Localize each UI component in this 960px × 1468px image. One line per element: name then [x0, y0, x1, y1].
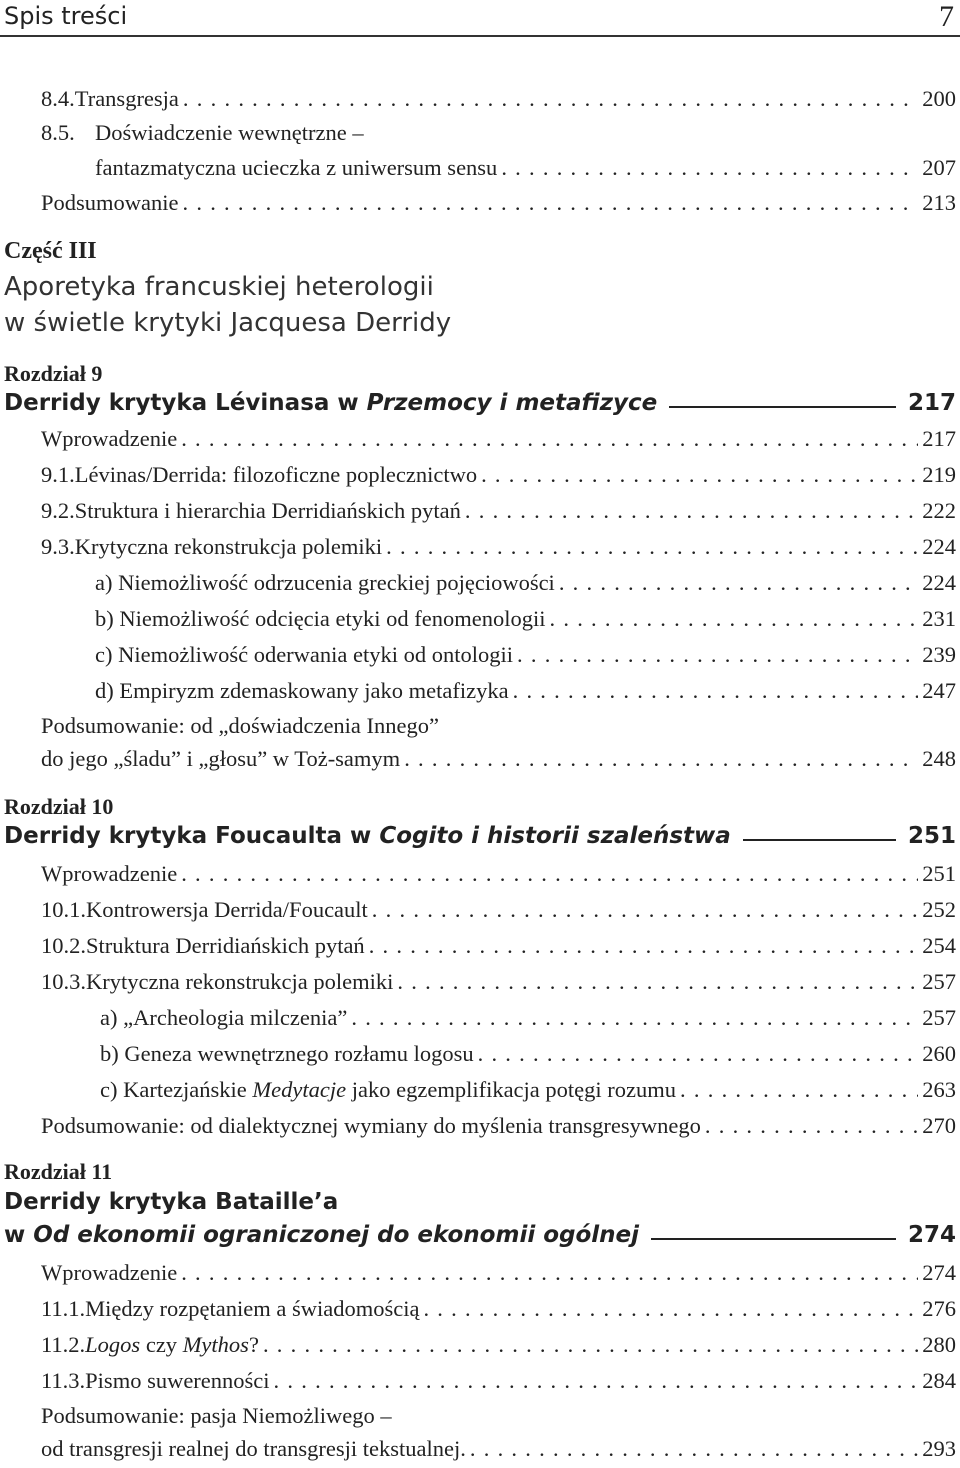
- toc-entry-8-5[interactable]: [95, 155, 956, 181]
- dot-leader: [382, 534, 918, 560]
- toc-entry-8-5-line1[interactable]: [41, 120, 364, 146]
- dot-leader: [270, 1368, 919, 1394]
- dot-leader: [509, 678, 919, 704]
- toc-entry-page: 248: [922, 746, 956, 771]
- dot-leader: [393, 969, 918, 995]
- toc-entry-label: c) Niemożliwość oderwania etyki od ontologii: [95, 642, 514, 667]
- toc-entry-label: Lévinas/Derrida: filozoficzne poplecznictwo: [74, 462, 478, 487]
- toc-entry-summary-10[interactable]: [41, 1113, 956, 1139]
- dot-leader: [179, 86, 918, 112]
- dot-leader: [701, 1113, 918, 1139]
- chapter-title-italic: Przemocy i metafizyce: [366, 390, 658, 416]
- toc-entry-page: 257: [922, 969, 956, 994]
- toc-entry-summary-9[interactable]: [41, 746, 956, 772]
- toc-entry-9-2[interactable]: [41, 498, 956, 524]
- toc-entry-intro-11[interactable]: [41, 1260, 956, 1286]
- chapter-title-text: [4, 823, 731, 849]
- toc-entry-9-3-a[interactable]: [95, 570, 956, 596]
- toc-entry-10-3-c[interactable]: [100, 1077, 956, 1103]
- toc-entry-page: 239: [922, 642, 956, 667]
- dot-leader: [177, 861, 918, 887]
- label-mid: czy: [140, 1332, 183, 1357]
- toc-entry-number: 9.3.: [41, 534, 75, 559]
- dot-leader: [259, 1332, 918, 1358]
- toc-entry-intro-10[interactable]: [41, 861, 956, 887]
- toc-entry-number: 10.1.: [41, 897, 86, 922]
- part-title-line2: w świetle krytyki Jacquesa Derridy: [4, 308, 452, 338]
- label-post: jako egzemplifikacja potęgi rozumu: [346, 1077, 677, 1102]
- toc-entry-label: Wprowadzenie: [41, 426, 178, 451]
- chapter-title[interactable]: [4, 823, 956, 849]
- toc-entry-page: 252: [922, 897, 956, 922]
- toc-entry-label: Wprowadzenie: [41, 1260, 178, 1285]
- toc-entry-page: 219: [922, 462, 956, 487]
- chapter-title-text: [4, 1222, 639, 1248]
- toc-entry-label: Krytyczna rekonstrukcja polemiki: [74, 534, 383, 559]
- toc-entry-summary-8[interactable]: [41, 190, 956, 216]
- toc-entry-11-1[interactable]: [41, 1296, 956, 1322]
- chapter-title-pre: Derridy krytyka Lévinasa w: [4, 390, 367, 416]
- chapter-title-text: [4, 390, 657, 416]
- dot-leader: [365, 933, 919, 959]
- toc-entry-page: 257: [922, 1005, 956, 1030]
- toc-entry-page: 224: [922, 534, 956, 559]
- toc-entry-label: Podsumowanie: od dialektycznej wymiany do myślenia transgresywnego: [41, 1113, 701, 1138]
- dot-leader: [368, 897, 918, 923]
- chapter-title[interactable]: [4, 390, 956, 416]
- toc-entry-number: 10.3.: [41, 969, 86, 994]
- toc-entry-page: 270: [922, 1113, 956, 1138]
- toc-entry-10-3[interactable]: [41, 969, 956, 995]
- toc-entry-label: Krytyczna rekonstrukcja polemiki: [86, 969, 394, 994]
- dot-leader: [466, 1436, 918, 1462]
- toc-entry-8-4[interactable]: [41, 86, 956, 112]
- dot-leader: [555, 570, 918, 596]
- toc-entry-summary-9-line1[interactable]: Podsumowanie: od „doświadczenia Innego”: [41, 713, 440, 738]
- dot-leader: [177, 1260, 918, 1286]
- label-pre: c) Kartezjańskie: [100, 1077, 253, 1102]
- toc-entry-page: 280: [922, 1332, 956, 1357]
- label-italic: Medytacje: [252, 1077, 347, 1102]
- toc-entry-9-3-d[interactable]: [95, 678, 956, 704]
- label-italic: Logos: [85, 1332, 141, 1357]
- chapter-label: Rozdział 9: [4, 361, 103, 386]
- toc-entry-page: 224: [922, 570, 956, 595]
- header-rule: [0, 35, 960, 37]
- toc-entry-page: 247: [922, 678, 956, 703]
- title-rule: [669, 406, 896, 408]
- running-header: [0, 0, 960, 36]
- toc-entry-number: 11.3.: [41, 1368, 86, 1393]
- toc-entry-label: d) Empiryzm zdemaskowany jako metafizyka: [95, 678, 509, 703]
- toc-entry-number: 8.5.: [41, 120, 75, 145]
- title-rule: [651, 1238, 896, 1240]
- toc-entry-label: Podsumowanie: [41, 190, 179, 215]
- toc-entry-label: a) Niemożliwość odrzucenia greckiej pojęciowości: [95, 570, 555, 595]
- chapter-title[interactable]: [4, 1222, 956, 1248]
- toc-entry-10-2[interactable]: [41, 933, 956, 959]
- chapter-title-line1[interactable]: Derridy krytyka Bataille’a: [4, 1189, 339, 1215]
- toc-entry-label: b) Niemożliwość odcięcia etyki od fenomenologii: [95, 606, 546, 631]
- chapter-label: Rozdział 10: [4, 794, 114, 819]
- dot-leader: [676, 1077, 918, 1103]
- toc-entry-label: [100, 1077, 676, 1103]
- toc-entry-page: 263: [922, 1077, 956, 1102]
- toc-entry-number: 11.1.: [41, 1296, 86, 1321]
- header-page-number: 7: [939, 0, 954, 33]
- toc-entry-intro-9[interactable]: [41, 426, 956, 452]
- toc-entry-10-3-b[interactable]: [100, 1041, 956, 1067]
- dot-leader: [546, 606, 919, 632]
- title-rule: [743, 839, 896, 841]
- dot-leader: [513, 642, 918, 668]
- dot-leader: [179, 190, 919, 216]
- toc-entry-label: Między rozpętaniem a świadomością: [85, 1296, 420, 1321]
- toc-entry-page: 284: [922, 1368, 956, 1393]
- toc-entry-page: 207: [922, 155, 956, 180]
- label-post: ?: [248, 1332, 259, 1357]
- toc-entry-9-3[interactable]: [41, 534, 956, 560]
- toc-entry-label: fantazmatyczna ucieczka z uniwersum sensu: [95, 155, 498, 180]
- dot-leader: [419, 1296, 918, 1322]
- dot-leader: [474, 1041, 919, 1067]
- label-italic2: Mythos: [182, 1332, 249, 1357]
- toc-entry-10-1[interactable]: [41, 897, 956, 923]
- toc-entry-label: Struktura i hierarchia Derridiańskich pytań: [74, 498, 461, 523]
- toc-entry-9-1[interactable]: [41, 462, 956, 488]
- toc-entry-label: a) „Archeologia milczenia”: [100, 1005, 348, 1030]
- chapter-title-italic: Od ekonomii ograniczonej do ekonomii ogólnej: [33, 1222, 640, 1248]
- toc-entry-9-3-b[interactable]: [95, 606, 956, 632]
- toc-entry-summary-11[interactable]: [41, 1436, 956, 1462]
- toc-entry-label: b) Geneza wewnętrznego rozłamu logosu: [100, 1041, 474, 1066]
- toc-entry-label: Transgresja: [74, 86, 179, 111]
- toc-entry-label: od transgresji realnej do transgresji tekstualnej.: [41, 1436, 466, 1461]
- toc-entry-page: 254: [922, 933, 956, 958]
- dot-leader: [461, 498, 918, 524]
- toc-entry-page: 213: [922, 190, 956, 215]
- toc-entry-page: 251: [922, 861, 956, 886]
- toc-entry-label: Wprowadzenie: [41, 861, 178, 886]
- chapter-title-pre: Derridy krytyka Foucaulta w: [4, 823, 380, 849]
- toc-entry-number: 9.1.: [41, 462, 75, 487]
- dot-leader: [347, 1005, 918, 1031]
- toc-entry-label-line1: Doświadczenie wewnętrzne –: [95, 120, 364, 145]
- toc-entry-label: Pismo suwerenności: [85, 1368, 270, 1393]
- toc-entry-label: Struktura Derridiańskich pytań: [86, 933, 365, 958]
- toc-entry-label: [85, 1332, 259, 1358]
- part-title-line1: Aporetyka francuskiej heterologii: [4, 272, 434, 302]
- toc-entry-page: 274: [922, 1260, 956, 1285]
- dot-leader: [400, 746, 918, 772]
- toc-entry-number: 10.2.: [41, 933, 86, 958]
- chapter-label: Rozdział 11: [4, 1159, 113, 1184]
- dot-leader: [497, 155, 918, 181]
- toc-entry-page: 231: [922, 606, 956, 631]
- toc-entry-11-2[interactable]: [41, 1332, 956, 1358]
- chapter-title-italic: Cogito i historii szaleństwa: [379, 823, 731, 849]
- chapter-page: 217: [907, 390, 956, 416]
- toc-entry-page: 200: [922, 86, 956, 111]
- toc-entry-label: do jego „śladu” i „głosu” w Toż-samym: [41, 746, 401, 771]
- toc-entry-page: 217: [922, 426, 956, 451]
- toc-entry-number: 11.2.: [41, 1332, 86, 1357]
- toc-entry-page: 276: [922, 1296, 956, 1321]
- toc-entry-page: 293: [922, 1436, 956, 1461]
- toc-entry-10-3-a[interactable]: [100, 1005, 956, 1031]
- toc-entry-summary-11-line1[interactable]: Podsumowanie: pasja Niemożliwego –: [41, 1403, 392, 1428]
- dot-leader: [177, 426, 918, 452]
- part-label: Część III: [4, 238, 97, 264]
- header-title: Spis treści: [4, 2, 128, 30]
- toc-entry-page: 260: [922, 1041, 956, 1066]
- chapter-page: 274: [907, 1222, 956, 1248]
- toc-entry-11-3[interactable]: [41, 1368, 956, 1394]
- chapter-title-pre: w: [4, 1222, 34, 1248]
- toc-entry-9-3-c[interactable]: [95, 642, 956, 668]
- toc-entry-number: 8.4.: [41, 86, 75, 111]
- chapter-page: 251: [907, 823, 956, 849]
- toc-entry-page: 222: [922, 498, 956, 523]
- toc-entry-number: 9.2.: [41, 498, 75, 523]
- dot-leader: [477, 462, 918, 488]
- toc-entry-label: Kontrowersja Derrida/Foucault: [86, 897, 368, 922]
